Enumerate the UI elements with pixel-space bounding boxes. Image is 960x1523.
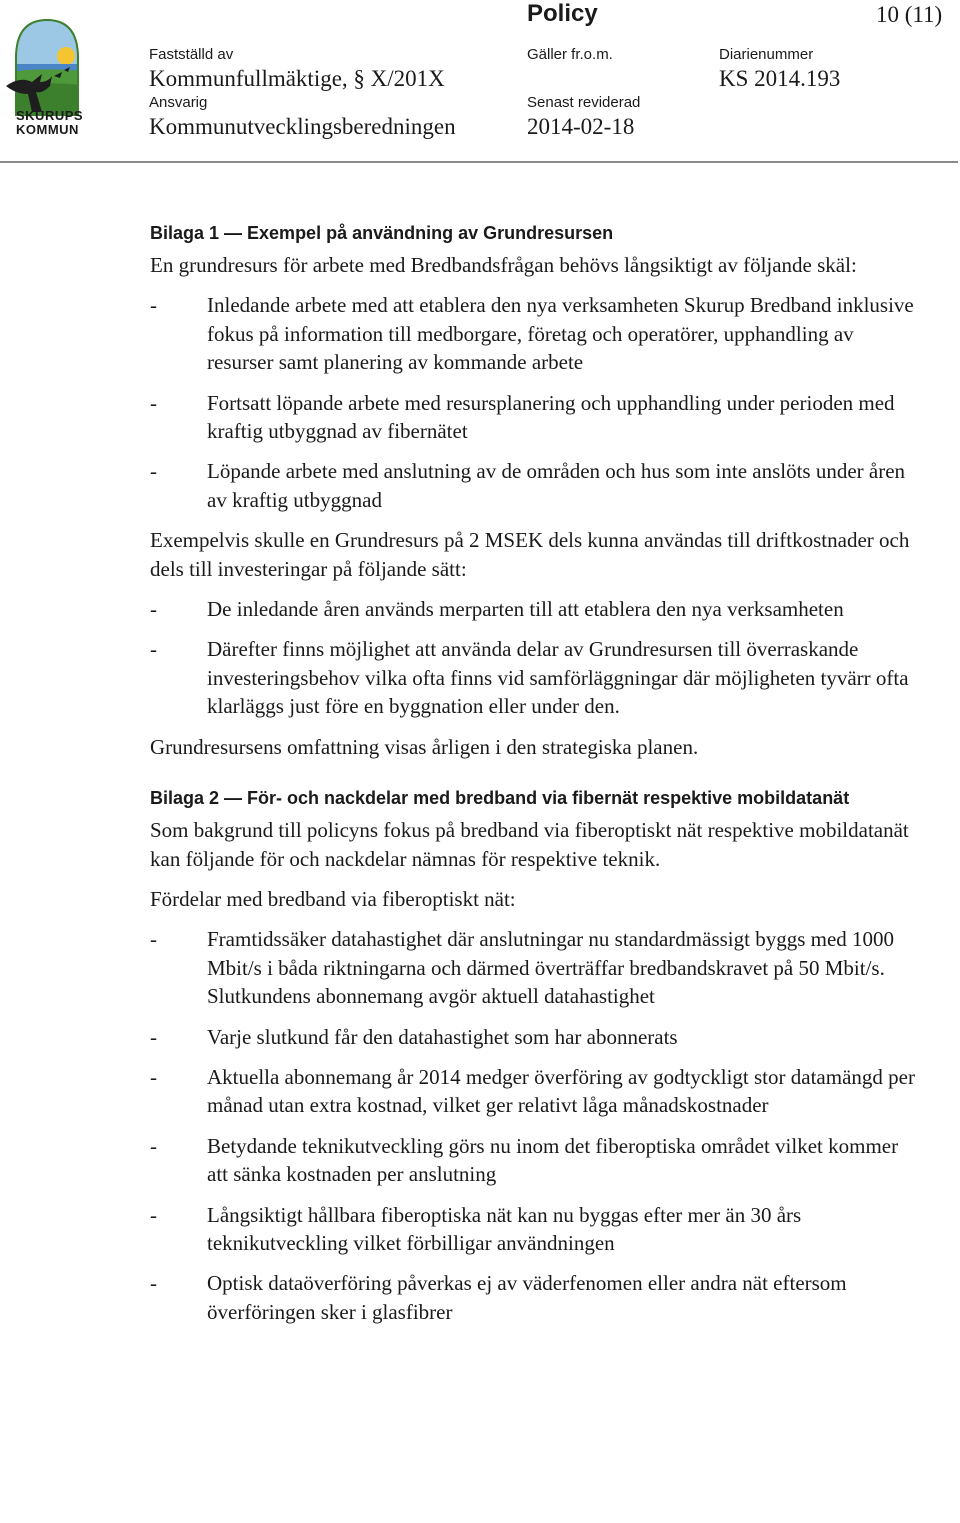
list-item [150, 595, 920, 623]
list-item [150, 291, 920, 376]
fordel-text: Framtidssäker datahastighet där anslutningar nu standardmässigt byggs med 1000 Mbit/s i båda riktningarna och därmed överträffar bredbandskravet på 50 Mbit/s. Slutkundens abonnemang avgör aktuell datahastighet [207, 927, 895, 1009]
fordel-text: Aktuella abonnemang år 2014 medger överföring av godtyckligt stor datamängd per månad utan extra kostnad, vilket ger relativt låga månadskostnader [207, 1064, 915, 1118]
reviderad-value: 2014-02-18 [527, 114, 635, 139]
fordel-text: Optisk dataöverföring påverkas ej av väderfenomen eller andra nät eftersom överföringen sker i glasfibrer [207, 1271, 847, 1324]
fordel-text: Långsiktigt hållbara fiberoptiska nät kan nu byggas efter mer än 30 års teknikutveckling vilket förbilligar användningen [207, 1202, 802, 1255]
bilaga1-closing: Grundresursens omfattning visas årligen i den strategiska planen. [150, 734, 699, 759]
list-item [150, 635, 920, 720]
list-item [150, 1023, 920, 1051]
list-dash: - [150, 459, 157, 484]
bilaga2-intro: Som bakgrund till policyns fokus på bredband via fiberoptiskt nät respektive mobildatanät kan följande för och nackdelar nämnas för respektive teknik. [150, 818, 909, 871]
bilaga1-example: Exempelvis skulle en Grundresurs på 2 MSEK dels kunna användas till driftkostnader och dels till investeringar på följande sätt: [150, 528, 910, 581]
list-dash: - [150, 1024, 157, 1049]
list-item [150, 1063, 920, 1120]
fordelar-label: Fördelar med bredband via fiberoptiskt nät: [150, 886, 516, 911]
list-dash: - [150, 1202, 157, 1227]
logo-text-2: KOMMUN [16, 122, 79, 137]
document-type: Policy [527, 0, 598, 27]
header-divider [0, 161, 958, 163]
list-dash: - [150, 637, 157, 662]
list-dash: - [150, 390, 157, 415]
list-item [150, 1201, 920, 1258]
logo [2, 16, 92, 136]
page-number: 10 (11) [876, 2, 943, 27]
bilaga2-heading: Bilaga 2 — För- och nackdelar med bredband via fibernät respektive mobildatanät [150, 788, 850, 809]
use-text: Därefter finns möjlighet att använda delar av Grundresursen till överraskande investeringsbehov vilka ofta finns vid samförläggningar där möjligheten tyvärr ofta klarläggs just före en byggnation eller under den. [207, 637, 909, 719]
list-dash: - [150, 1064, 157, 1089]
list-dash: - [150, 597, 157, 622]
fastst-label: Fastställd av [149, 46, 234, 63]
use-text: De inledande åren används merparten till att etablera den nya verksamheten [207, 597, 844, 622]
list-item [150, 389, 920, 446]
diarie-value: KS 2014.193 [719, 66, 841, 91]
reviderad-label: Senast reviderad [527, 94, 641, 111]
list-item [150, 1269, 920, 1326]
ansvarig-value: Kommunutvecklingsberedningen [149, 114, 456, 139]
list-dash: - [150, 1133, 157, 1158]
fastst-value: Kommunfullmäktige, § X/201X [149, 66, 445, 91]
reason-text: Inledande arbete med att etablera den nya verksamheten Skurup Bredband inklusive fokus på information till medborgare, företag och operatörer, upphandling av resurser samt planering av kommande arbete [207, 293, 914, 375]
fordel-text: Varje slutkund får den datahastighet som har abonnerats [207, 1024, 678, 1049]
bilaga1-heading: Bilaga 1 — Exempel på användning av Grundresursen [150, 223, 614, 243]
reason-text: Löpande arbete med anslutning av de områden och hus som inte anslöts under åren av kraftig utbyggnad [207, 459, 906, 512]
galler-label: Gäller fr.o.m. [527, 46, 613, 63]
list-dash: - [150, 927, 157, 952]
bilaga1-intro: En grundresurs för arbete med Bredbandsfrågan behövs långsiktigt av följande skäl: [150, 253, 857, 277]
list-item [150, 925, 920, 1010]
list-item [150, 1132, 920, 1189]
document-body [150, 222, 920, 1338]
list-dash: - [150, 1271, 157, 1296]
ansvarig-label: Ansvarig [149, 94, 208, 111]
logo-text-1: SKURUPS [16, 108, 84, 123]
reason-text: Fortsatt löpande arbete med resursplanering och upphandling under perioden med kraftig utbyggnad av fibernätet [207, 390, 895, 444]
list-dash: - [150, 293, 157, 318]
diarie-label: Diarienummer [719, 46, 814, 63]
list-item [150, 457, 920, 514]
fordel-text: Betydande teknikutveckling görs nu inom det fiberoptiska området vilket kommer att sänka kostnaden per anslutning [207, 1133, 899, 1187]
